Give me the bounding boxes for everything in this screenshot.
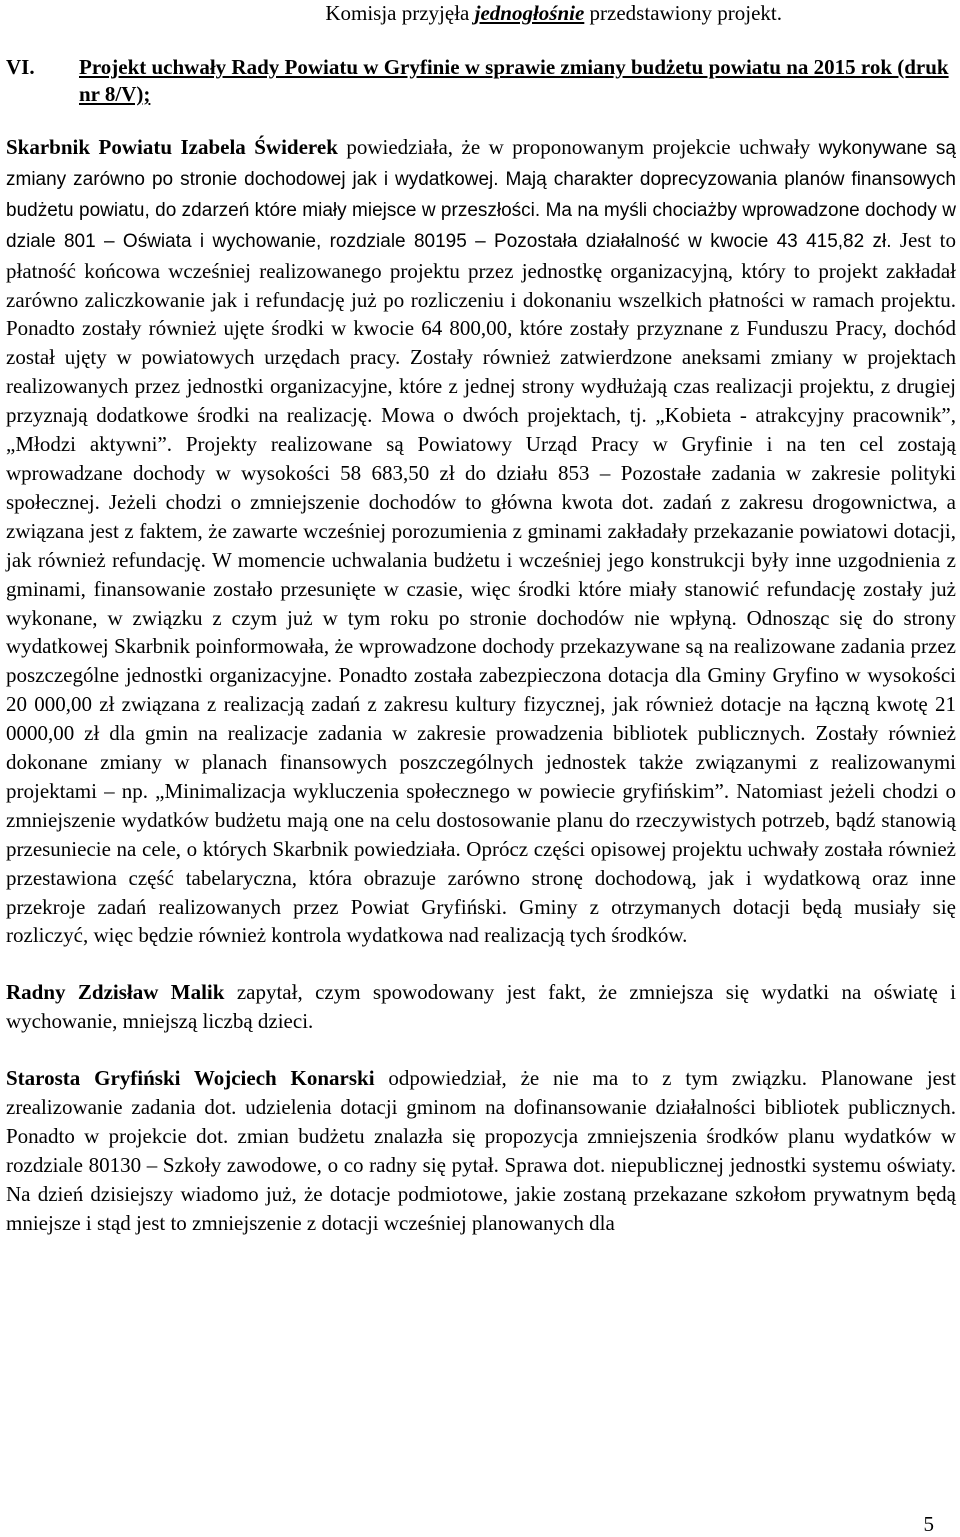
paragraph-councillor bbox=[6, 978, 956, 1036]
paragraph-text: Mają charakter doprecyzowania planów finansowych budżetu powiatu, do zdarzeń które miały miejsce w przeszłości. bbox=[6, 168, 956, 221]
paragraph-text: zapytał, czym spowodowany jest fakt, że zmniejsza się wydatki na oświatę i wychowanie, mniejszą liczbą dzieci. bbox=[6, 980, 956, 1034]
page-number: 5 bbox=[923, 1512, 934, 1536]
section-number: VI. bbox=[6, 55, 35, 79]
paragraph-treasurer bbox=[6, 133, 956, 950]
intro-emphasis: jednogłośnie bbox=[474, 1, 585, 25]
paragraph-text: odpowiedział, że nie ma to z tym związku. Planowane jest zrealizowanie zadania dot. udzielenia dotacji gminom na dofinansowanie działalności bibliotek publicznych. Ponadto w projekcie dot. zmian budżetu znalazła się propozycja zmniejszenia środków planu wydatków w rozdziale 80130 – Szkoły zawodowe, o co radny się pytał. Sprawa dot. niepublicznej jednostki systemu oświaty. Na dzień dzisiejszy wiadomo już, że dotacje podmiotowe, jakie zostaną przekazane szkołom prywatnym będą mniejsze i stąd jest to zmniejszenie z dotacji wcześniej planowanych dla bbox=[6, 1066, 956, 1235]
section-heading bbox=[6, 54, 956, 108]
paragraph-text: Ma na myśli chociażby wprowadzone dochody w dziale 801 – Oświata i wychowanie, rozdziale 80195 – Pozostała działalność w kwocie 43 415,82 zł. bbox=[6, 199, 956, 252]
paragraph-text: Jest to płatność końcowa wcześniej realizowanego projektu przez jednostkę organizacyjną, który to projekt zakładał zarówno zaliczkowanie jak i refundację już po rozliczeniu i dokonaniu wszelkich płatności w ramach projektu. Ponadto zostały również ujęte środki w kwocie 64 800,00, które zostały przyznane z Funduszu Pracy, dochód został ujęty w powiatowych urzędach pracy. Zostały również zatwierdzone aneksami zmiany w projektach realizowanych przez jednostki organizacyjne, które z jednej strony wydłużają czas realizacji projektu, z drugiej przyznają dodatkowe środki na realizację. Mowa o dwóch projektach, tj. „Kobieta - atrakcyjny pracownik”, „Młodzi aktywni”. Projekty realizowane są Powiatowy Urząd Pracy w Gryfinie i na ten cel zostają wprowadzane dochody w wysokości 58 683,50 zł do działu 853 – Pozostałe zadania w zakresie polityki społecznej. Jeżeli chodzi o zmniejszenie dochodów to główna kwota dot. zadań z zakresu drogownictwa, a związana jest z faktem, że zawarte wcześniej porozumienia z gminami zakładały przekazanie powiatowi dotacji, jak również refundację. W momencie uchwalania budżetu i wcześniej jego konstrukcji były inne uzgodnienia z gminami, finansowanie zostało przesunięte w czasie, więc środki które miały stanowić refundację zostały już wykonane, w związku z czym już w tym roku po stronie dochodów nie wpłyną. Odnosząc się do strony wydatkowej Skarbnik poinformowała, że wprowadzone dochody przekazywane są na realizowane zadania przez poszczególne jednostki organizacyjne. Ponadto została zabezpieczona dotacja dla Gminy Gryfino w wysokości 20 000,00 zł związana z realizacją zadań z zakresu kultury fizycznej, jak również dotacje na łączną kwotę 21 0000,00 zł dla gmin na realizacje zadania w zakresie prowadzenia bibliotek publicznych. Zostały również dokonane zmiany w planach finansowych poszczególnych jednostek także związanymi z realizowanymi projektami – np. „Minimalizacja wykluczenia społecznego w powiecie gryfińskim”. Natomiast jeżeli chodzi o zmniejszenie wydatków budżetu mają one na celu dostosowanie planu do rzeczywistych potrzeb, bądź stanowią przesuniecie na cele, o których Skarbnik powiedziała. Oprócz części opisowej projektu uchwały została również przestawiona część tabelaryczna, która obrazuje zarówno stronę dochodową, jak i wydatkową oraz inne przekroje zadań realizowanych przez Powiat Gryfiński. Gminy z otrzymanych dotacji będą musiały się rozliczyć, więc będzie również kontrola wydatkowa nad realizacją tych środków. bbox=[6, 227, 956, 948]
document-page bbox=[6, 0, 956, 1238]
speaker-name: Starosta Gryfiński Wojciech Konarski bbox=[6, 1066, 375, 1091]
section-title: Projekt uchwały Rady Powiatu w Gryfinie w sprawie zmiany budżetu powiatu na 2015 rok (druk nr 8/V); bbox=[79, 55, 949, 106]
intro-text-before: Komisja przyjęła bbox=[325, 1, 475, 25]
paragraph-starost bbox=[6, 1064, 956, 1237]
paragraph-text: wykonywane są zmiany zarówno po stronie dochodowej jak i wydatkowej. bbox=[6, 138, 957, 190]
paragraph-text: powiedziała, że w proponowanym projekcie uchwały bbox=[337, 135, 819, 159]
intro-text-after: przedstawiony projekt. bbox=[584, 1, 782, 25]
speaker-name: Radny Zdzisław Malik bbox=[6, 980, 225, 1005]
speaker-name: Skarbnik Powiatu Izabela Świderek bbox=[6, 135, 338, 159]
intro-line bbox=[6, 0, 956, 26]
